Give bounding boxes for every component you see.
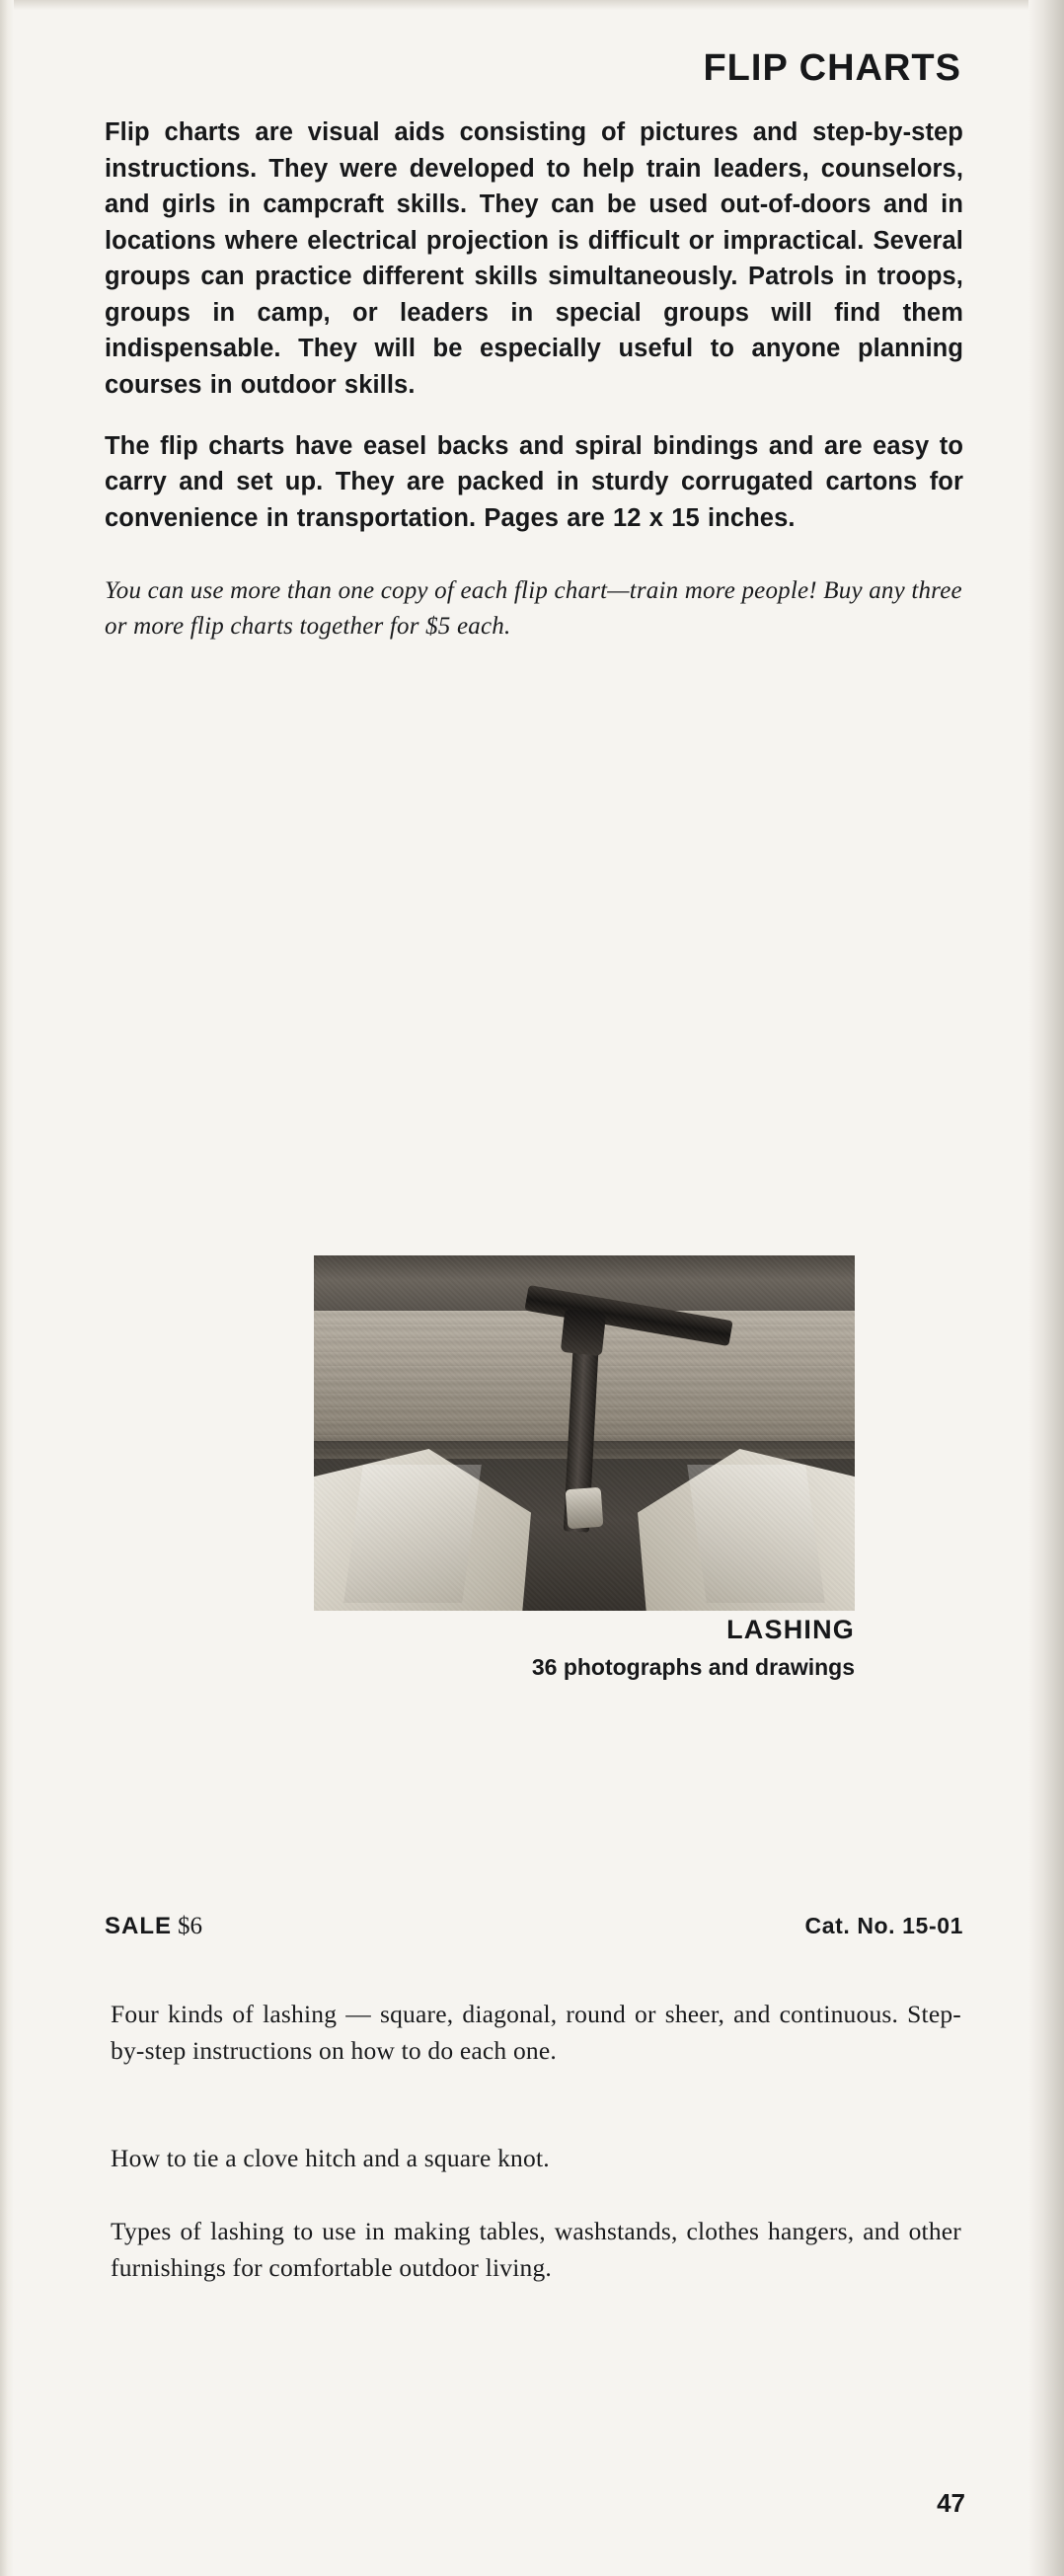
photo-lower-lashing — [566, 1487, 604, 1529]
intro-paragraph-1: Flip charts are visual aids consisting of pictures and step-by-step instructions. They were developed to help train leaders, counselors, and girls in campcraft skills. They can be used out-of-doors and in locations where electrical projection is difficult or impractical. Several groups can practice different skills simultaneously. Patrols in troops, groups in camp, or leaders in special groups will find them indispensable. They will be especially useful to anyone planning courses in outdoor skills. — [105, 118, 963, 399]
product-description-2: How to tie a clove hitch and a square knot. — [111, 2143, 550, 2172]
photo-lashing-knot — [561, 1309, 606, 1356]
product-caption-title: LASHING — [726, 1615, 855, 1644]
intro-paragraph-2: The flip charts have easel backs and spiral bindings and are easy to carry and set up. They are packed in sturdy corrugated cartons for convenience in transportation. Pages are 12 x 15 inches. — [105, 431, 963, 532]
photo-cloth-fold-left — [343, 1465, 482, 1603]
product-photo-block — [314, 1255, 855, 1680]
sale-price: $6 — [178, 1913, 203, 1939]
page-title: FLIP CHARTS — [703, 47, 961, 89]
sale-group — [105, 1913, 202, 1940]
product-description-3: Types of lashing to use in making tables, washstands, clothes hangers, and other furnishings for comfortable outdoor living. — [111, 2216, 961, 2282]
product-description-1: Four kinds of lashing — square, diagonal, round or sheer, and continuous. Step-by-step instructions on how to do each one. — [111, 1999, 961, 2065]
scan-edge-left — [0, 0, 14, 2576]
photo-cloth-fold-right — [687, 1465, 825, 1603]
sale-label: SALE — [105, 1913, 173, 1939]
catalog-number: Cat. No. 15-01 — [804, 1913, 963, 1938]
page-number: 47 — [937, 2488, 965, 2518]
page-content — [105, 0, 963, 669]
price-row — [105, 1913, 963, 1940]
product-caption-subtitle: 36 photographs and drawings — [531, 1654, 855, 1680]
lashing-photo — [314, 1255, 855, 1611]
intro-note: You can use more than one copy of each flip chart—train more people! Buy any three or more flip charts together for $5 each. — [105, 577, 962, 641]
scan-edge-right — [1028, 0, 1064, 2576]
